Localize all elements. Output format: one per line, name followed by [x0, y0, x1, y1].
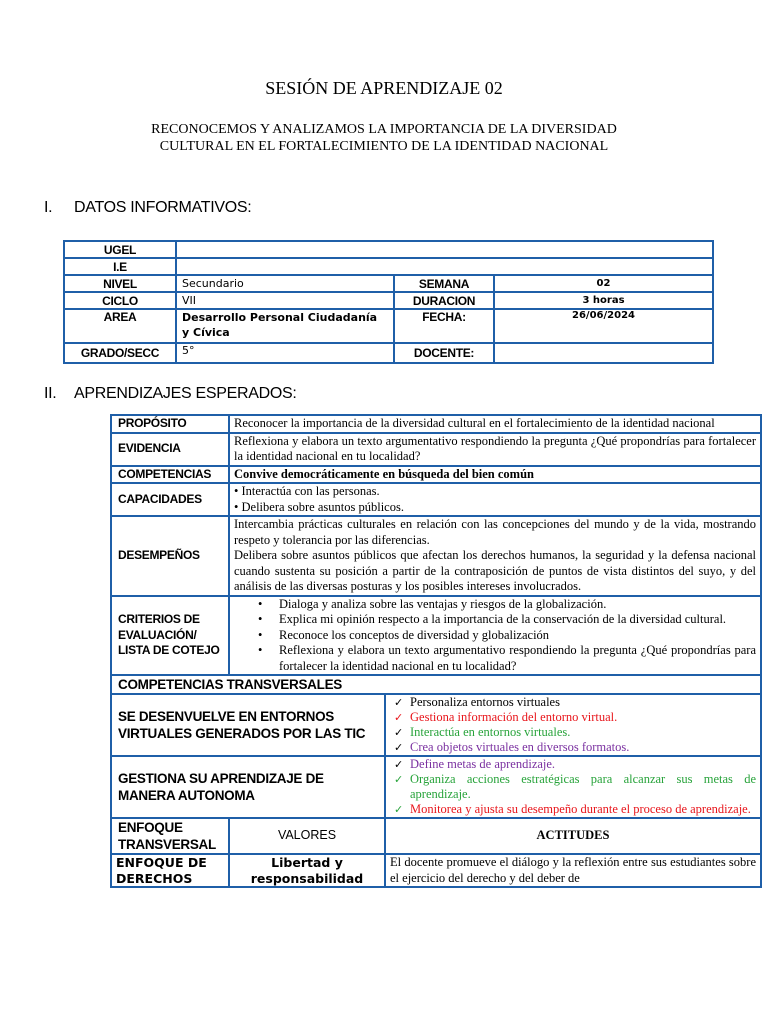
- table-row: [64, 292, 713, 309]
- duracion-label: DURACION: [394, 292, 494, 309]
- list-item: • Reconoce los conceptos de diversidad y globalización: [234, 628, 756, 644]
- ie-value: [176, 258, 713, 275]
- aprendizajes-table: [110, 414, 762, 888]
- ugel-label: UGEL: [64, 241, 176, 258]
- valores-header: VALORES: [229, 818, 385, 854]
- table-row: [64, 258, 713, 275]
- list-item: [390, 740, 756, 755]
- list-item: [390, 757, 756, 772]
- check-icon: ✓: [394, 741, 404, 754]
- evidencia-label: EVIDENCIA: [111, 433, 229, 466]
- competencias-label: COMPETENCIAS: [111, 466, 229, 484]
- list-item: [390, 725, 756, 740]
- tic-item-text: Personaliza entornos virtuales: [410, 695, 560, 709]
- gestiona-list: [390, 757, 756, 817]
- nivel-value: Secundario: [176, 275, 394, 292]
- transversales-header: COMPETENCIAS TRANSVERSALES: [111, 675, 761, 694]
- check-icon: ✓: [394, 758, 404, 771]
- capacidades-list: [234, 484, 756, 515]
- check-icon: ✓: [394, 726, 404, 739]
- nivel-label: NIVEL: [64, 275, 176, 292]
- table-row: [111, 756, 761, 818]
- list-item: • Delibera sobre asuntos públicos.: [234, 499, 404, 514]
- semana-label: SEMANA: [394, 275, 494, 292]
- tic-item-text: Gestiona información del entorno virtual.: [410, 710, 618, 724]
- section-title: DATOS INFORMATIVOS:: [74, 199, 252, 216]
- area-label: AREA: [64, 309, 176, 343]
- table-row: [64, 275, 713, 292]
- table-row: [111, 596, 761, 676]
- enfoque-header: ENFOQUE TRANSVERSAL: [111, 818, 229, 854]
- gestiona-item-text: Define metas de aprendizaje.: [410, 757, 556, 771]
- tic-list: [390, 695, 756, 755]
- actitud-text: El docente promueve el diálogo y la reflexión entre sus estudiantes sobre el ejercicio del derecho y del deber de: [385, 854, 761, 887]
- criterios-label-line: EVALUACIÓN/: [118, 627, 197, 642]
- table-row: [64, 241, 713, 258]
- desempenos-cell: [229, 516, 761, 596]
- table-row: [111, 433, 761, 466]
- criterios-list: [234, 597, 756, 675]
- fecha-value: 26/06/2024: [494, 309, 713, 343]
- proposito-text: Reconocer la importancia de la diversidad cultural en el fortalecimiento de la identidad nacional: [229, 415, 761, 433]
- section-heading-datos: [44, 199, 251, 217]
- grado-value: 5°: [176, 343, 394, 363]
- document-subtitle: [100, 121, 668, 155]
- section-number: II.: [44, 385, 57, 402]
- desempenos-paragraph-2: Delibera sobre asuntos públicos que afectan los derechos humanos, la seguridad y la defensa nacional cuando sustenta su posición a partir de la contraposición de puntos de vista distintos del suyo, y del análisis de las diversas posturas y los posibles intereses involucrados.: [234, 548, 757, 593]
- docente-value: [494, 343, 713, 363]
- semana-value: 02: [494, 275, 713, 292]
- section-number: I.: [44, 199, 53, 216]
- actitudes-header: ACTITUDES: [385, 818, 761, 854]
- table-row: [111, 516, 761, 596]
- proposito-label: PROPÓSITO: [111, 415, 229, 433]
- criterios-label-line: CRITERIOS DE: [118, 612, 200, 626]
- table-row: [111, 818, 761, 854]
- document-title: SESIÓN DE APRENDIZAJE 02: [265, 78, 503, 98]
- duracion-value: 3 horas: [494, 292, 713, 309]
- subtitle-line-1: RECONOCEMOS Y ANALIZAMOS LA IMPORTANCIA DE LA DIVERSIDAD: [151, 122, 617, 137]
- criterios-label: [111, 596, 229, 676]
- table-row: [64, 343, 713, 363]
- gestiona-cell: [385, 756, 761, 818]
- list-item: [390, 802, 756, 817]
- desempenos-label: DESEMPEÑOS: [111, 516, 229, 596]
- competencias-text: Convive democráticamente en búsqueda del bien común: [229, 466, 761, 484]
- ugel-value: [176, 241, 713, 258]
- list-item: • Dialoga y analiza sobre las ventajas y riesgos de la globalización.: [234, 597, 756, 613]
- tic-item-text: Crea objetos virtuales en diversos formatos.: [410, 740, 630, 754]
- check-icon: ✓: [394, 711, 404, 724]
- check-icon: ✓: [394, 696, 404, 709]
- table-row: [111, 483, 761, 516]
- tic-item-text: Interactúa en entornos virtuales.: [410, 725, 571, 739]
- evidencia-text: Reflexiona y elabora un texto argumentativo respondiendo la pregunta ¿Qué propondrías para fortalecer la identidad nacional en tu localidad?: [229, 433, 761, 466]
- list-item: • Interactúa con las personas.: [234, 484, 380, 498]
- gestiona-label: GESTIONA SU APRENDIZAJE DE MANERA AUTONOMA: [111, 756, 385, 818]
- ciclo-label: CICLO: [64, 292, 176, 309]
- fecha-label: FECHA:: [394, 309, 494, 343]
- ciclo-value: VII: [176, 292, 394, 309]
- list-item: [390, 772, 756, 802]
- list-item: [390, 695, 756, 710]
- table-row: [64, 309, 713, 343]
- table-row: [111, 675, 761, 694]
- gestiona-item-text: Monitorea y ajusta su desempeño durante el proceso de aprendizaje.: [410, 802, 751, 816]
- docente-label: DOCENTE:: [394, 343, 494, 363]
- list-item: • Explica mi opinión respecto a la importancia de la conservación de la diversidad cultural.: [234, 612, 756, 628]
- section-heading-aprendizajes: [44, 385, 297, 403]
- list-item: [390, 710, 756, 725]
- datos-informativos-table: [63, 240, 714, 364]
- area-value: Desarrollo Personal Ciudadanía y Cívica: [176, 309, 394, 343]
- valor-libertad: Libertad y responsabilidad: [229, 854, 385, 887]
- check-icon: ✓: [394, 803, 404, 816]
- capacidades-label: CAPACIDADES: [111, 483, 229, 516]
- enfoque-derechos: ENFOQUE DE DERECHOS: [111, 854, 229, 887]
- tic-cell: [385, 694, 761, 756]
- table-row: [111, 466, 761, 484]
- list-item: • Reflexiona y elabora un texto argumentativo respondiendo la pregunta ¿Qué propondrías para fortalecer la identidad nacional en tu localidad?: [234, 643, 756, 674]
- table-row: [111, 415, 761, 433]
- grado-label: GRADO/SECC: [64, 343, 176, 363]
- desempenos-paragraph-1: Intercambia prácticas culturales en relación con las concepciones del mundo y de la vida, mostrando respeto y tolerancia por las diferencias.: [234, 517, 757, 547]
- tic-label: SE DESENVUELVE EN ENTORNOS VIRTUALES GENERADOS POR LAS TIC: [111, 694, 385, 756]
- criterios-label-line: LISTA DE COTEJO: [118, 643, 220, 657]
- table-row: [111, 694, 761, 756]
- table-row: [111, 854, 761, 887]
- capacidades-cell: [229, 483, 761, 516]
- criterios-cell: [229, 596, 761, 676]
- section-title: APRENDIZAJES ESPERADOS:: [74, 385, 297, 402]
- ie-label: I.E: [64, 258, 176, 275]
- gestiona-item-text: Organiza acciones estratégicas para alcanzar sus metas de aprendizaje.: [410, 772, 757, 801]
- subtitle-line-2: CULTURAL EN EL FORTALECIMIENTO DE LA IDENTIDAD NACIONAL: [159, 139, 609, 154]
- check-icon: ✓: [394, 773, 404, 786]
